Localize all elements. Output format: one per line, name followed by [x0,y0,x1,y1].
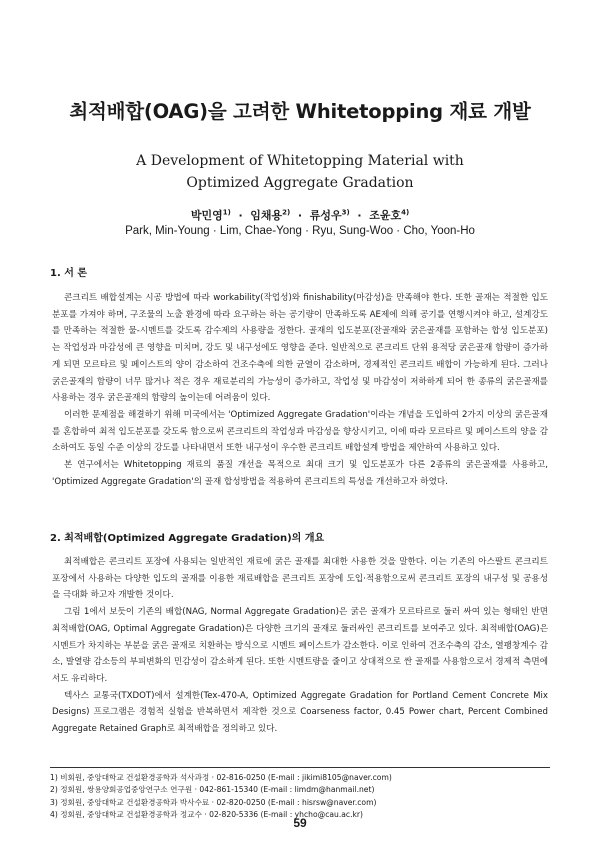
page-number: 59 [293,816,307,830]
author-2-name: 임채용 [250,209,283,222]
author-4-name: 조윤호 [369,209,402,222]
author-1-name: 박민영 [190,209,223,222]
footnote-2: 2) 정회원, 쌍용양회공업중앙연구소 연구원 · 042-861-15340 (E-mail : limdm@hanmail.net) [50,785,375,795]
authors-korean: 박민영$^{1)}$ · 임채용$^{2)}$ · 류성우$^{3)}$ · 조윤호$^{4)}$ [190,208,410,222]
section-2-paragraph-2: 그림 1에서 보듯이 기존의 배합(NAG, Normal Aggregate Gradation)은 굵은 골재가 모르타르로 둘러 싸여 있는 형태인 반면 최적배합(OAG, Optimal Aggregate Gradation)은 다양한 크기의 골재로 둘러싸인 콘크리트를 보여주고 있다. 최적배합(OAG)은 시멘트가 차지하는 부분을 굵은 골재로 치환하는 방식으로 시멘트 페이스트가 감소한다. 이로 인하여 건조수축의 감소, 열팽창계수 감소, 발열량 감소등의 부피변화의 민감성이 감소하게 된다. 또한 시멘트량을 줄이고 상대적으로 싼 골재를 사용함으로서 경제적 측면에서도 유리하다. [52,607,548,684]
section-2-paragraph-1: 최적배합은 콘크리트 포장에 사용되는 일반적인 재료에 굵은 골재를 최대한 사용한 것을 말한다. 이는 기존의 아스팔트 콘크리트 포장에서 사용하는 다양한 입도의 골재를 이용한 재료배합을 콘크리트 포장에 도입·적용함으로써 콘크리트 포장의 내구성 및 공용성을 극대화 하고자 개발한 것이다. [52,557,548,601]
author-4-mark: 4) [401,208,410,217]
section-1-body [52,290,548,490]
section-2-heading: 2. 최적배합(Optimized Aggregate Gradation)의 개요 [50,533,325,544]
authors-english: Park, Min-Young · Lim, Chae-Yong · Ryu, Sung-Woo · Cho, Yoon-Ho [125,225,475,237]
author-3-name: 류성우 [309,209,342,222]
author-3-mark: 3) [341,208,350,217]
paper-title-english [0,150,600,194]
footnote-4: 4) 정회원, 중앙대학교 건설환경공학과 정교수 · 02-820-5336 (E-mail : yhcho@cau.ac.kr) [50,810,363,820]
author-1-mark: 1) [222,208,231,217]
paper-title-english-line-2: Optimized Aggregate Gradation [186,175,414,191]
footnote-3: 3) 정회원, 중앙대학교 건설환경공학과 박사수료 · 02-820-0250 (E-mail : hisrsw@naver.com) [50,797,377,807]
section-2-body [52,554,548,738]
section-1-heading: 1. 서 론 [50,268,88,279]
paper-title-english-line-1: A Development of Whitetopping Material with [136,153,464,169]
footnote-1: 1) 비회원, 중앙대학교 건설환경공학과 석사과정 · 02-816-0250 (E-mail : jikimi8105@naver.com) [50,773,392,782]
paper-title-korean: 최적배합(OAG)을 고려한 Whitetopping 재료 개발 [69,100,531,123]
section-1-paragraph-3: 본 연구에서는 Whitetopping 재료의 품질 개선을 목적으로 최대 크기 및 입도분포가 다른 2종류의 굵은골재를 사용하고, 'Optimized Aggregate Gradation'의 골재 합성방법을 적용하여 콘크리트의 특성을 개선하고자 하였다. [52,460,548,487]
section-1-paragraph-2: 이러한 문제점을 해결하기 위해 미국에서는 'Optimized Aggregate Gradation'이라는 개념을 도입하여 2가지 이상의 굵은골재를 혼합하여 최적 입도분포를 갖도록 함으로써 콘크리트의 작업성과 마감성을 향상시키고, 이에 따라 모르타르 및 페이스트의 양을 감소하여도 동일 수준 이상의 강도를 나타내면서 또한 내구성이 우수한 콘크리트 배합설계 방법을 제안하여 사용하고 있다. [52,409,548,454]
section-2-paragraph-3: 텍사스 교통국(TXDOT)에서 설계한(Tex-470-A, Optimized Aggregate Gradation for Portland Cement Concrete Mix Designs) 프로그램은 경험적 실험을 반복하면서 제작한 것으로 Coarseness factor, 0.45 Power chart, Percent Combined Aggregate Retained Graph로 최적배합을 정의하고 있다. [52,690,548,735]
section-1-paragraph-1: 콘크리트 배합설계는 시공 방법에 따라 workability(작업성)와 finishability(마감성)을 만족해야 한다. 또한 골재는 적절한 입도분포를 가져야 하며, 구조물의 노출 환경에 따라 요구하는 하는 공기량이 만족하도록 AE제에 의해 공기를 연행시켜야 하고, 설계강도를 만족하는 적절한 물-시멘트를 갖도록 감수제의 사용량을 정한다. 골재의 입도분포(잔골재와 굵은골재를 포함하는 합성 입도분포)는 작업성과 마감성에 큰 영향을 미치며, 강도 및 내구성에도 영향을 준다. 일반적으로 콘크리트 단위 용적당 굵은골재 함량이 증가하게 되면 모르타르 및 페이스트의 양이 감소하여 건조수축에 의한 균열이 감소하며, 경제적인 콘크리트 배합이 가능하게 된다. 그러나 굵은골재의 함량이 너무 많거나 적은 경우 재료분리의 가능성이 증가하고, 작업성 및 마감성이 저하하게 되어 한 종류의 굵은골재를 사용하는 경우 굵은골재의 함량의 높이는데 어려움이 있다. [52,293,548,404]
footnotes [50,767,550,822]
author-2-mark: 2) [282,208,291,217]
